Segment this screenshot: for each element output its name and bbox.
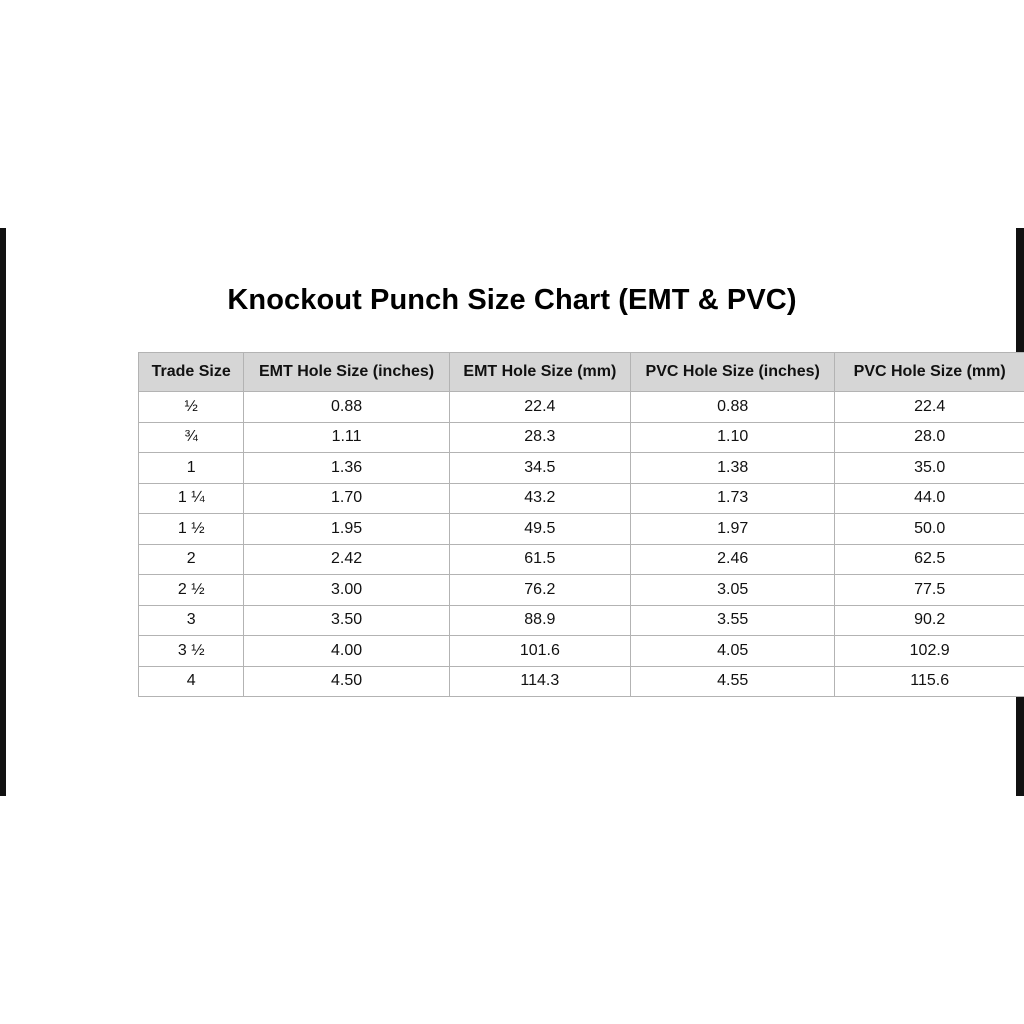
cell-pvc-mm: 28.0 <box>835 422 1024 453</box>
cell-emt-mm: 28.3 <box>449 422 630 453</box>
cell-emt-mm: 88.9 <box>449 605 630 636</box>
cell-emt-mm: 49.5 <box>449 514 630 545</box>
cell-trade-size: 1 ¼ <box>139 483 244 514</box>
cell-emt-inches: 2.42 <box>244 544 449 575</box>
table-row <box>139 605 1024 636</box>
cell-pvc-mm: 22.4 <box>835 392 1024 423</box>
cell-pvc-mm: 35.0 <box>835 453 1024 484</box>
table-row <box>139 422 1024 453</box>
cell-pvc-mm: 62.5 <box>835 544 1024 575</box>
table-row <box>139 666 1024 697</box>
table-row <box>139 636 1024 667</box>
cell-pvc-mm: 90.2 <box>835 605 1024 636</box>
cell-emt-mm: 76.2 <box>449 575 630 606</box>
cell-trade-size: ½ <box>139 392 244 423</box>
cell-pvc-mm: 115.6 <box>835 666 1024 697</box>
cell-trade-size: 3 ½ <box>139 636 244 667</box>
cell-trade-size: 1 <box>139 453 244 484</box>
cell-pvc-inches: 4.05 <box>631 636 835 667</box>
table-row <box>139 514 1024 545</box>
cell-emt-inches: 1.11 <box>244 422 449 453</box>
cell-emt-inches: 4.00 <box>244 636 449 667</box>
cell-emt-inches: 1.95 <box>244 514 449 545</box>
table-row <box>139 392 1024 423</box>
cell-emt-inches: 0.88 <box>244 392 449 423</box>
column-header-pvc-inches: PVC Hole Size (inches) <box>631 353 835 392</box>
cell-trade-size: 2 <box>139 544 244 575</box>
cell-trade-size: 2 ½ <box>139 575 244 606</box>
cell-pvc-inches: 2.46 <box>631 544 835 575</box>
cell-emt-inches: 3.00 <box>244 575 449 606</box>
cell-emt-mm: 101.6 <box>449 636 630 667</box>
cell-pvc-inches: 0.88 <box>631 392 835 423</box>
cell-trade-size: 3 <box>139 605 244 636</box>
cell-emt-mm: 22.4 <box>449 392 630 423</box>
cell-trade-size: 1 ½ <box>139 514 244 545</box>
cell-pvc-inches: 1.10 <box>631 422 835 453</box>
cell-emt-mm: 43.2 <box>449 483 630 514</box>
cell-pvc-inches: 1.97 <box>631 514 835 545</box>
cell-emt-inches: 1.70 <box>244 483 449 514</box>
cell-trade-size: 4 <box>139 666 244 697</box>
cell-emt-mm: 34.5 <box>449 453 630 484</box>
cell-pvc-inches: 4.55 <box>631 666 835 697</box>
table-row <box>139 453 1024 484</box>
cell-pvc-mm: 44.0 <box>835 483 1024 514</box>
cell-pvc-inches: 1.38 <box>631 453 835 484</box>
table-header-row <box>139 353 1024 392</box>
table-row <box>139 544 1024 575</box>
column-header-pvc-mm: PVC Hole Size (mm) <box>835 353 1024 392</box>
cell-pvc-mm: 77.5 <box>835 575 1024 606</box>
cell-pvc-inches: 3.55 <box>631 605 835 636</box>
size-chart-table <box>138 352 1024 697</box>
table-row <box>139 575 1024 606</box>
cell-emt-mm: 114.3 <box>449 666 630 697</box>
column-header-emt-inches: EMT Hole Size (inches) <box>244 353 449 392</box>
column-header-trade-size: Trade Size <box>139 353 244 392</box>
cell-pvc-mm: 102.9 <box>835 636 1024 667</box>
cell-trade-size: ¾ <box>139 422 244 453</box>
cell-pvc-mm: 50.0 <box>835 514 1024 545</box>
cell-emt-mm: 61.5 <box>449 544 630 575</box>
cell-emt-inches: 1.36 <box>244 453 449 484</box>
page-title: Knockout Punch Size Chart (EMT & PVC) <box>227 284 797 316</box>
cell-emt-inches: 4.50 <box>244 666 449 697</box>
cell-pvc-inches: 3.05 <box>631 575 835 606</box>
column-header-emt-mm: EMT Hole Size (mm) <box>449 353 630 392</box>
cell-pvc-inches: 1.73 <box>631 483 835 514</box>
table-row <box>139 483 1024 514</box>
cell-emt-inches: 3.50 <box>244 605 449 636</box>
